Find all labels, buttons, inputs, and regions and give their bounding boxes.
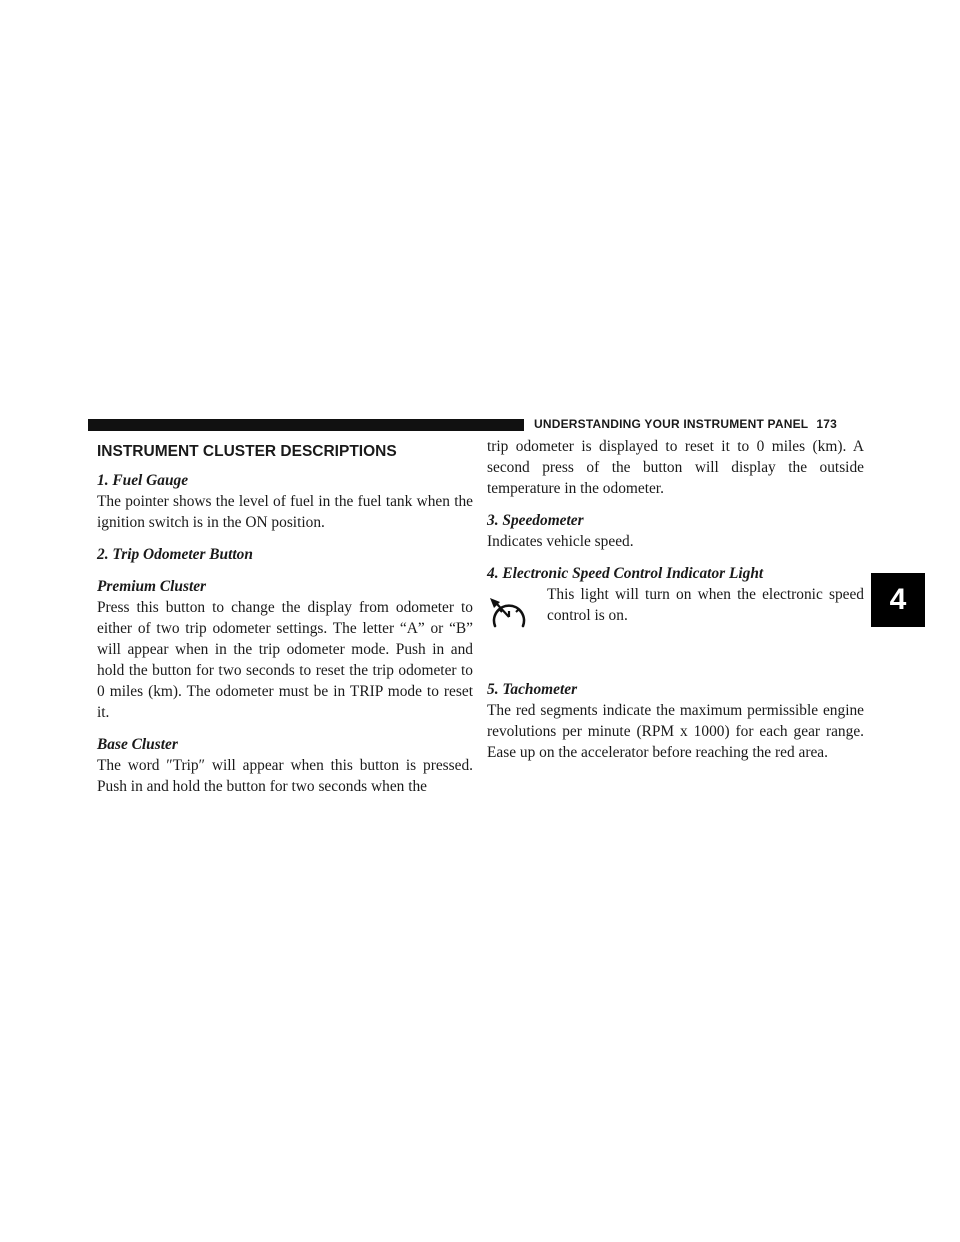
section-title: INSTRUMENT CLUSTER DESCRIPTIONS [97, 443, 397, 460]
speedometer-text: Indicates vehicle speed. [487, 533, 634, 550]
right-column [487, 436, 864, 763]
premium-cluster-text: Press this button to change the display from odometer to either of two trip odometer settings. The letter “A” or “B” will appear when in the trip odometer mode. Push in and hold the button for two seconds to reset the trip odometer to 0 miles (km). The odometer must be in TRIP mode to reset it. [97, 599, 473, 721]
chapter-tab: 4 [871, 573, 925, 627]
trip-button-heading: 2. Trip Odometer Button [97, 546, 253, 563]
premium-cluster-heading: Premium Cluster [97, 578, 207, 595]
base-cluster-heading: Base Cluster [97, 736, 178, 753]
speed-control-text: This light will turn on when the electronic speed control is on. [547, 586, 864, 624]
speed-control-icon [487, 584, 547, 636]
trip-continued-text: trip odometer is displayed to reset it to 0 miles (km). A second press of the button will display the outside temperature in the odometer. [487, 438, 864, 497]
base-cluster-text: The word ″Trip″ will appear when this button is pressed. Push in and hold the button for two seconds when the [97, 757, 473, 795]
speed-control-indicator [487, 584, 864, 636]
fuel-gauge-text: The pointer shows the level of fuel in the fuel tank when the ignition switch is in the ON position. [97, 493, 473, 531]
tachometer-text: The red segments indicate the maximum permissible engine revolutions per minute (RPM x 1000) for each gear range. Ease up on the accelerator before reaching the red area. [487, 702, 864, 761]
running-header [534, 417, 837, 431]
header-section-title: UNDERSTANDING YOUR INSTRUMENT PANEL [534, 417, 809, 431]
speedometer-heading: 3. Speedometer [487, 512, 584, 529]
header-rule [88, 419, 524, 431]
fuel-gauge-heading: 1. Fuel Gauge [97, 472, 189, 489]
page-number: 173 [816, 417, 837, 431]
speed-control-heading: 4. Electronic Speed Control Indicator Light [487, 565, 764, 582]
tachometer-heading: 5. Tachometer [487, 681, 578, 698]
left-column [97, 436, 473, 797]
